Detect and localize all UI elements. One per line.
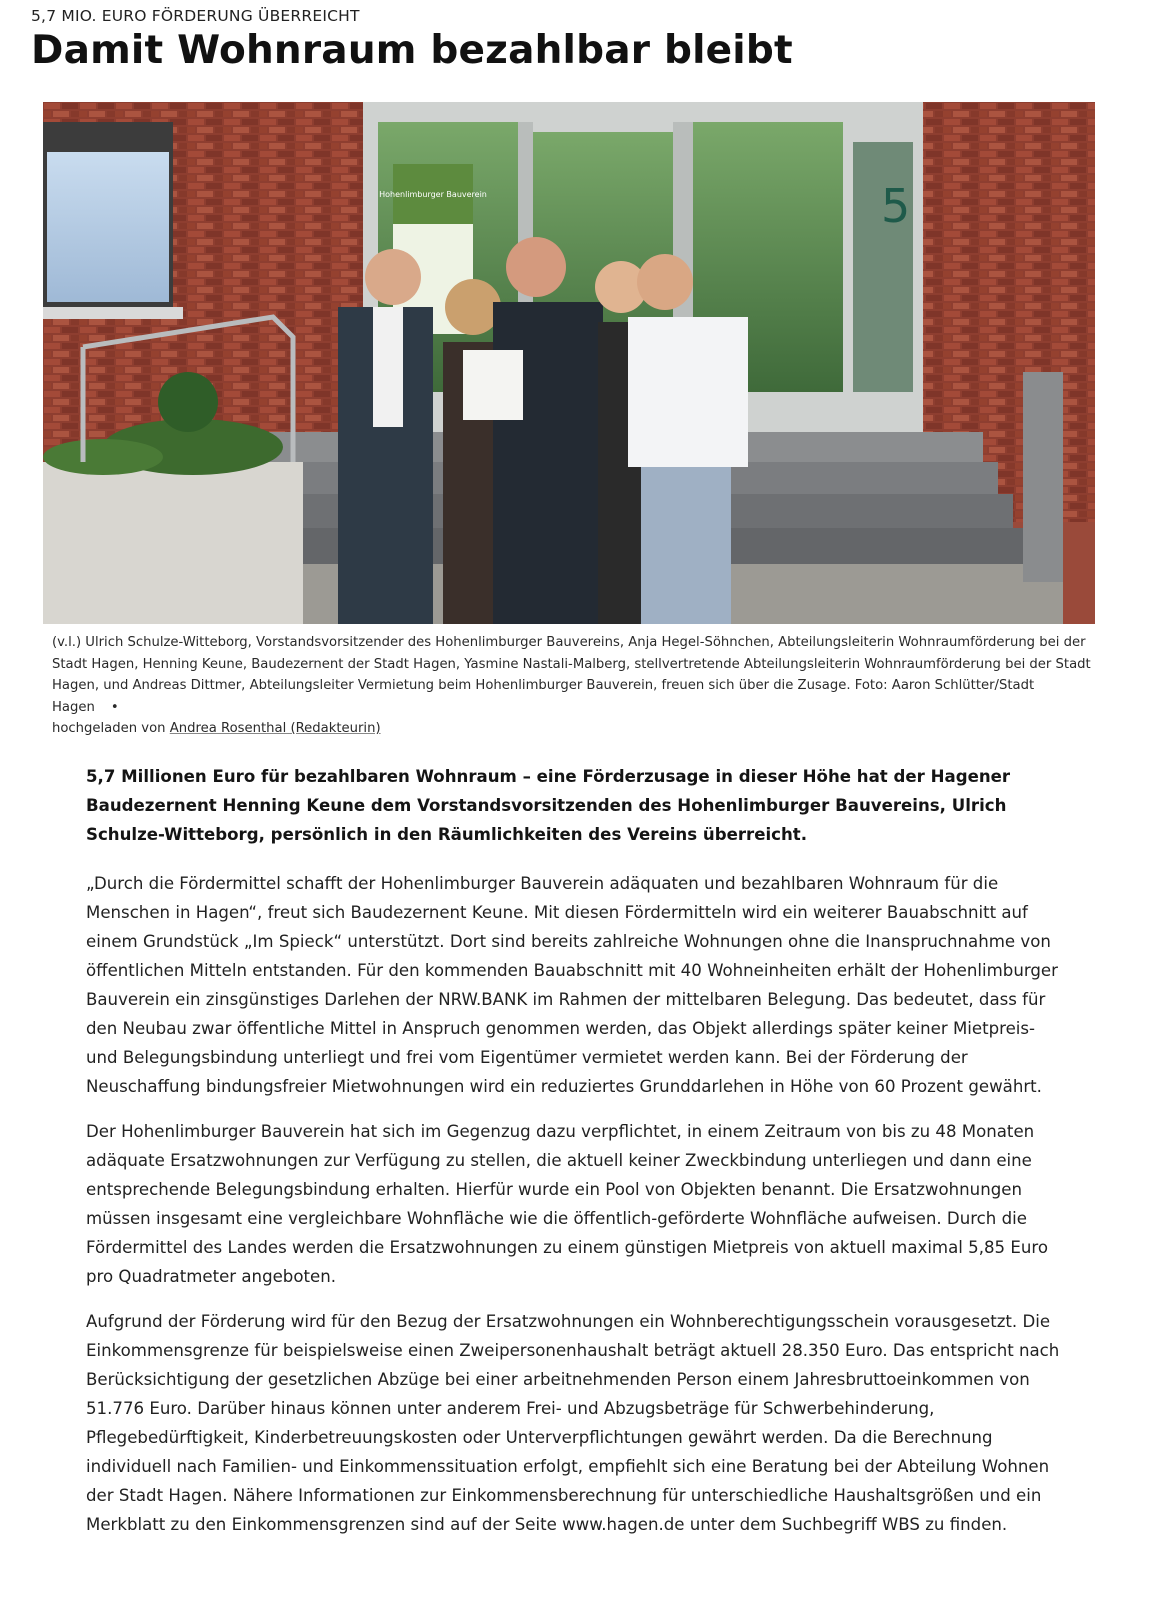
caption-text: (v.l.) Ulrich Schulze-Witteborg, Vorstandsvorsitzender des Hohenlimburger Bauvereins, Anja Hegel-Söhnchen, Abteilungsleiterin Wohnraumförderung bei der Stadt Hagen, Henning Keune, Baudezernent der Stadt Hagen, Yasmine Nastali-Malberg, stellvertretende Abteilungsleiterin Wohnraumförderung bei der Stadt Hagen, und Andreas Dittmer, Abteilungsleiter Vermietung beim Hohenlimburger Bauverein, freuen sich über die Zusage. Foto: Aaron Schlütter/Stadt Hagen — [52, 635, 1091, 715]
article-body — [86, 762, 1071, 1555]
door-number: 5 — [881, 179, 911, 233]
author-link[interactable]: Andrea Rosenthal (Redakteurin) — [169, 721, 381, 736]
kicker: 5,7 MIO. EURO FÖRDERUNG ÜBERREICHT — [31, 7, 360, 25]
article-paragraph: Der Hohenlimburger Bauverein hat sich im Gegenzug dazu verpflichtet, in einem Zeitraum von bis zu 48 Monaten adäquate Ersatzwohnungen zur Verfügung zu stellen, die aktuell keiner Zweckbindung unterliegen und dann eine entsprechende Belegungsbindung erhalten. Hierfür wurde ein Pool von Objekten benannt. Die Ersatzwohnungen müssen insgesamt eine vergleichbare Wohnfläche wie die öffentlich-geförderte Wohnfläche aufweisen. Durch die Fördermittel des Landes werden die Ersatzwohnungen zu einem günstigen Mietpreis von aktuell maximal 5,85 Euro pro Quadratmeter angeboten. — [86, 1122, 1048, 1286]
photo-caption — [52, 632, 1092, 740]
photo-illustration — [43, 102, 1095, 624]
article-paragraph: „Durch die Fördermittel schafft der Hohenlimburger Bauverein adäquaten und bezahlbaren Wohnraum für die Menschen in Hagen“, freut sich Baudezernent Keune. Mit diesen Fördermitteln wird ein weiterer Bauabschnitt auf einem Grundstück „Im Spieck“ unterstützt. Dort sind bereits zahlreiche Wohnungen ohne die Inanspruchnahme von öffentlichen Mitteln entstanden. Für den kommenden Bauabschnitt mit 40 Wohneinheiten erhält der Hohenlimburger Bauverein ein zinsgünstiges Darlehen der NRW.BANK im Rahmen der mittelbaren Belegung. Das bedeutet, dass für den Neubau zwar öffentliche Mittel in Anspruch genommen werden, das Objekt allerdings später keiner Mietpreis- und Belegungsbindung unterliegt und frei vom Eigentümer vermietet werden kann. Bei der Förderung der Neuschaffung bindungsfreier Mietwohnungen wird ein reduziertes Grunddarlehen in Höhe von 60 Prozent gewährt. — [86, 874, 1058, 1096]
article-photo — [43, 102, 1095, 624]
uploader-line — [52, 718, 1092, 740]
page-title: Damit Wohnraum bezahlbar bleibt — [31, 28, 793, 73]
caption-separator: • — [110, 699, 119, 715]
uploaded-by-label: hochgeladen von — [52, 721, 166, 736]
sign-text: Hohenlimburger Bauverein — [379, 190, 487, 199]
article-paragraph: Aufgrund der Förderung wird für den Bezug der Ersatzwohnungen ein Wohnberechtigungsschein vorausgesetzt. Die Einkommensgrenze für beispielsweise einen Zweipersonenhaushalt beträgt aktuell 28.350 Euro. Das entspricht nach Berücksichtigung der gesetzlichen Abzüge bei einer arbeitnehmenden Person einem Jahresbruttoeinkommen von 51.776 Euro. Darüber hinaus können unter anderem Frei- und Abzugsbeträge für Schwerbehinderung, Pflegebedürftigkeit, Kinderbetreuungskosten oder Unterverpflichtungen gewährt werden. Da die Berechnung individuell nach Familien- und Einkommenssituation erfolgt, empfiehlt sich eine Beratung bei der Abteilung Wohnen der Stadt Hagen. Nähere Informationen zur Einkommensberechnung für unterschiedliche Haushaltsgrößen und ein Merkblatt zu den Einkommensgrenzen sind auf der Seite www.hagen.de unter dem Suchbegriff WBS zu finden. — [86, 1312, 1060, 1534]
article-lead: 5,7 Millionen Euro für bezahlbaren Wohnraum – eine Förderzusage in dieser Höhe hat der Hagener Baudezernent Henning Keune dem Vorstandsvorsitzenden des Hohenlimburger Bauvereins, Ulrich Schulze-Witteborg, persönlich in den Räumlichkeiten des Vereins überreicht. — [86, 767, 1011, 844]
